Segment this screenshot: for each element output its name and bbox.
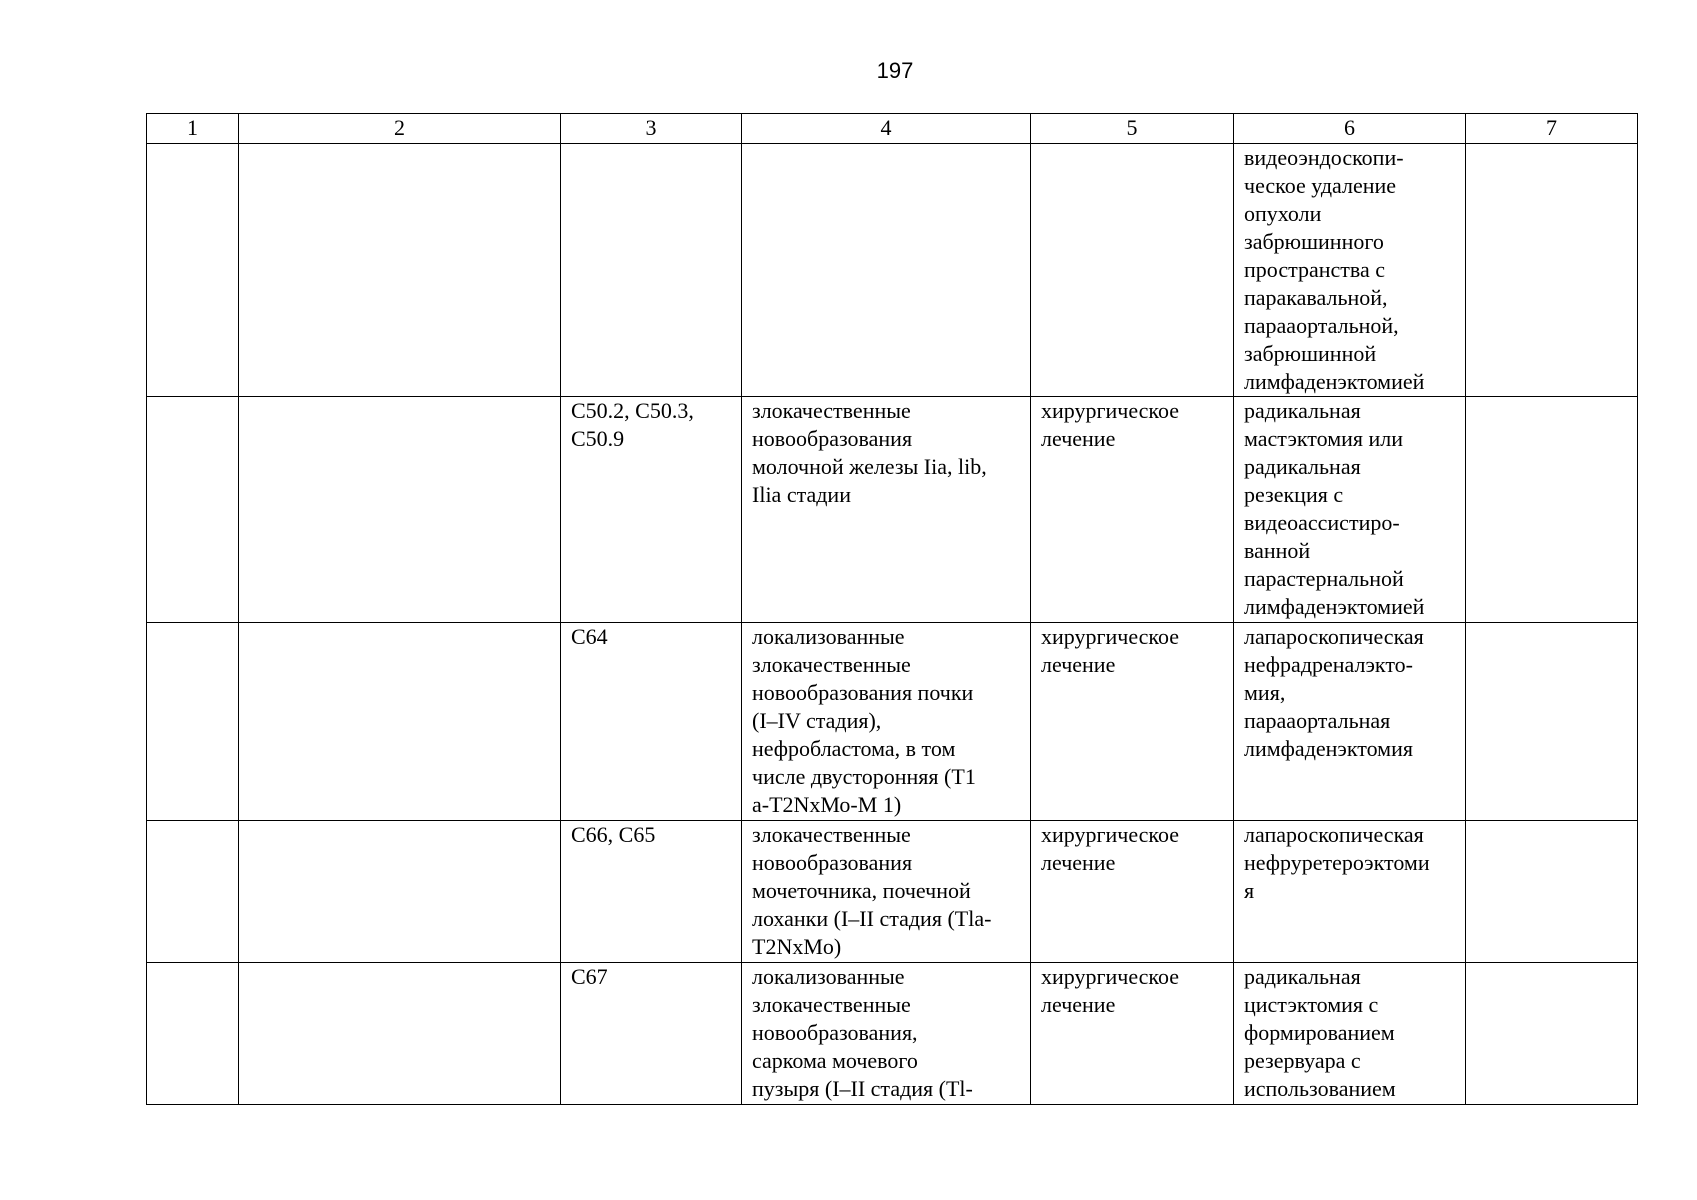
table-cell	[742, 623, 1031, 821]
table-cell	[742, 963, 1031, 1105]
table-cell	[239, 821, 561, 963]
table-cell	[1466, 623, 1638, 821]
table-cell	[147, 623, 239, 821]
table-row	[147, 623, 1638, 821]
table-cell	[147, 397, 239, 623]
cell-text: видеоэндоскопи- ческое удаление опухоли забрюшинного пространства с паракавальной, парааортальной, забрюшинной лимфаденэктомией	[1244, 145, 1425, 394]
header-cell-6: 6	[1234, 114, 1466, 144]
table-cell	[1234, 963, 1466, 1105]
table-cell	[561, 821, 742, 963]
table-cell	[1234, 821, 1466, 963]
header-cell-2: 2	[239, 114, 561, 144]
cell-text: хирургическое лечение	[1041, 624, 1180, 677]
cell-text: лапароскопическая нефрадреналэкто- мия, парааортальная лимфаденэктомия	[1244, 624, 1424, 761]
table-cell	[742, 144, 1031, 397]
cell-text: злокачественные новообразования мочеточника, почечной лоханки (I–II стадия (Tla- T2NxMo)	[752, 822, 992, 959]
cell-text: хирургическое лечение	[1041, 398, 1180, 451]
table-cell	[1031, 397, 1234, 623]
table-cell	[1031, 623, 1234, 821]
cell-text: С66, С65	[571, 822, 656, 847]
header-cell-1: 1	[147, 114, 239, 144]
table-cell	[1466, 144, 1638, 397]
header-cell-4: 4	[742, 114, 1031, 144]
table-cell	[1031, 821, 1234, 963]
cell-text: лапароскопическая нефруретероэктоми я	[1244, 822, 1430, 903]
cell-text: С50.2, С50.3, С50.9	[571, 398, 694, 451]
table-cell	[147, 144, 239, 397]
header-cell-7: 7	[1466, 114, 1638, 144]
table-cell	[1031, 144, 1234, 397]
table-row	[147, 821, 1638, 963]
table-cell	[561, 963, 742, 1105]
cell-text: С67	[571, 964, 608, 989]
table-cell	[239, 144, 561, 397]
table-cell	[1031, 963, 1234, 1105]
page-number: 197	[876, 58, 914, 83]
table-cell	[742, 821, 1031, 963]
table-cell	[1234, 623, 1466, 821]
table-cell	[1466, 397, 1638, 623]
cell-text: локализованные злокачественные новообразования почки (I–IV стадия), нефробластома, в том числе двусторонняя (Т1 а-Т2NхМо-М 1)	[752, 624, 976, 817]
table-cell	[147, 963, 239, 1105]
table-cell	[239, 623, 561, 821]
header-cell-5: 5	[1031, 114, 1234, 144]
table-cell	[239, 963, 561, 1105]
table-cell	[1466, 963, 1638, 1105]
header-cell-3: 3	[561, 114, 742, 144]
table-row	[147, 963, 1638, 1105]
table-cell	[742, 397, 1031, 623]
cell-text: хирургическое лечение	[1041, 964, 1180, 1017]
cell-text: С64	[571, 624, 608, 649]
cell-text: радикальная цистэктомия с формированием резервуара с использованием	[1244, 964, 1396, 1101]
table-cell	[1466, 821, 1638, 963]
cell-text: злокачественные новообразования молочной железы Iia, lib, Ilia стадии	[752, 398, 987, 507]
table-row	[147, 144, 1638, 397]
table-cell	[561, 144, 742, 397]
header-row	[147, 114, 1638, 144]
table-cell	[239, 397, 561, 623]
cell-text: локализованные злокачественные новообразования, саркома мочевого пузыря (I–II стадия (Tl-	[752, 964, 973, 1101]
cell-text: радикальная мастэктомия или радикальная резекция с видеоассистиро- ванной парастернальной лимфаденэктомией	[1244, 398, 1425, 619]
table-row	[147, 397, 1638, 623]
document-table	[146, 113, 1638, 1105]
cell-text: хирургическое лечение	[1041, 822, 1180, 875]
table-cell	[1234, 144, 1466, 397]
table-cell	[1234, 397, 1466, 623]
table-cell	[561, 397, 742, 623]
table-cell	[561, 623, 742, 821]
table-cell	[147, 821, 239, 963]
